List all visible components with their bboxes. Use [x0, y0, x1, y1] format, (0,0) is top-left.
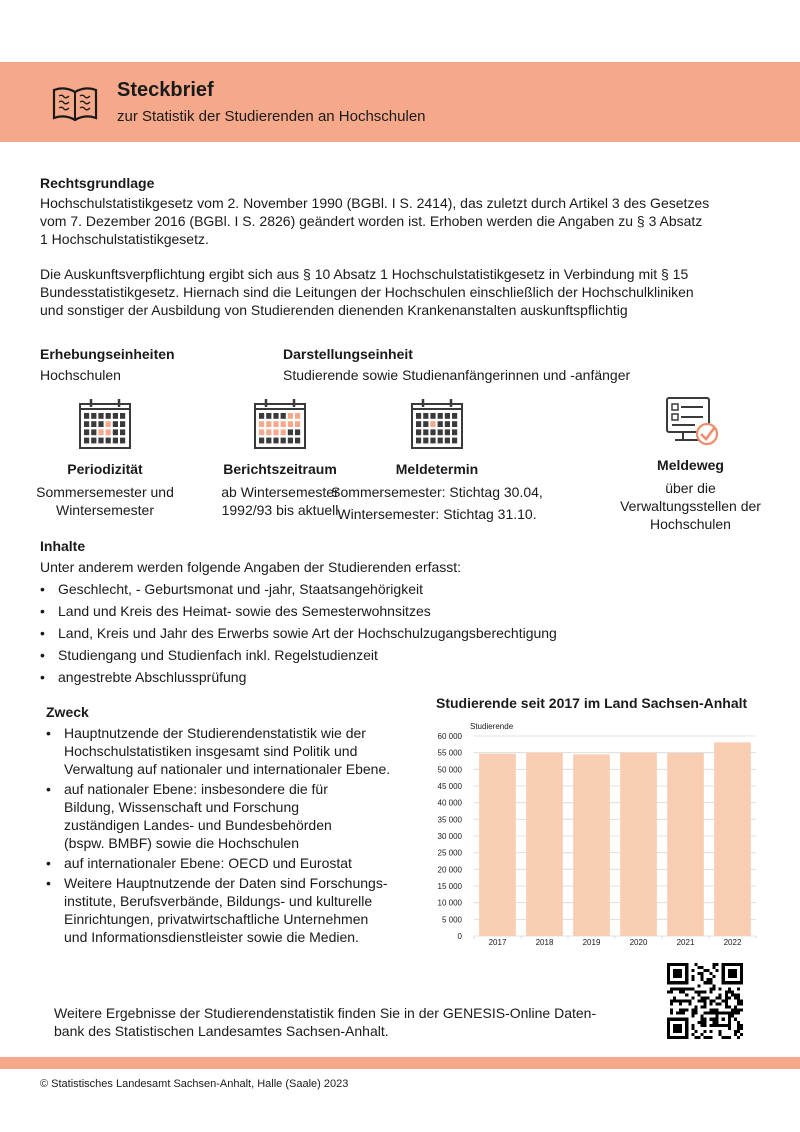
- calendar-day-cell: [452, 413, 457, 419]
- page-title: Steckbrief: [117, 79, 214, 101]
- calendar-day-cell: [295, 438, 300, 444]
- rechtsgrundlage-heading: Rechtsgrundlage: [40, 175, 155, 191]
- page-subtitle: zur Statistik der Studierenden an Hochschulen: [117, 108, 426, 125]
- text-line: Hochschulen: [650, 516, 731, 532]
- y-tick-label: 5 000: [441, 915, 462, 925]
- list-item: • Land und Kreis des Heimat- sowie des Semesterwohnsitzes: [38, 602, 758, 620]
- bar-2018: [526, 753, 563, 936]
- meldeweg-value: [608, 479, 773, 533]
- inhalte-heading: Inhalte: [40, 538, 86, 554]
- calendar-day-cell: [259, 421, 264, 427]
- bar-2022: [714, 742, 751, 936]
- calendar-day-cell: [259, 413, 264, 419]
- rechtsgrundlage-paragraph-2: [40, 265, 694, 319]
- text-line: Verwaltungsstellen der: [620, 498, 761, 514]
- calendar-day-cell: [120, 421, 125, 427]
- text-line: bank des Statistischen Landesamtes Sachsen-Anhalt.: [54, 1023, 389, 1039]
- text-line: Die Auskunftsverpflichtung ergibt sich aus § 10 Absatz 1 Hochschulstatistikgesetz in Verbindung mit § 15: [40, 266, 689, 282]
- calendar-day-cell: [84, 413, 89, 419]
- calendar-day-cell: [416, 429, 421, 435]
- calendar-day-cell: [273, 429, 278, 435]
- calendar-day-cell: [113, 438, 118, 444]
- calendar-day-cell: [430, 429, 435, 435]
- calendar-day-cell: [288, 413, 293, 419]
- calendar-day-cell: [295, 429, 300, 435]
- text-line: (bspw. BMBF) sowie die Hochschulen: [64, 835, 299, 851]
- calendar-day-cell: [438, 413, 443, 419]
- text-line: Verwaltung auf nationaler und internationaler Ebene.: [64, 761, 391, 777]
- calendar-icon: [77, 398, 133, 450]
- y-tick-label: 55 000: [437, 748, 462, 758]
- y-tick-label: 45 000: [437, 782, 462, 791]
- y-tick-label: 0: [457, 932, 462, 941]
- calendar-day-cell: [452, 429, 457, 435]
- text-line: Bildung, Wissenschaft und Forschung: [64, 799, 300, 815]
- y-tick-label: 35 000: [437, 815, 462, 825]
- text-line: Wintersemester: [55, 502, 155, 518]
- calendar-day-cell: [445, 429, 450, 435]
- list-item: [44, 780, 414, 852]
- x-tick-label: 2021: [676, 938, 695, 947]
- computer-checklist-icon: [661, 396, 721, 450]
- text-line: • Weitere Hauptnutzende der Daten sind Forschungs-: [64, 875, 388, 891]
- calendar-day-cell: [98, 413, 103, 419]
- zweck-heading: Zweck: [46, 704, 89, 720]
- meldetermin-value: [317, 483, 557, 523]
- calendar-icon: [409, 398, 465, 450]
- erhebungseinheiten-value: Hochschulen: [40, 367, 121, 383]
- calendar-day-cell: [423, 413, 428, 419]
- meldetermin-block: [331, 398, 543, 523]
- list-item: • Land, Kreis und Jahr des Erwerbs sowie Art der Hochschulzugangsberechtigung: [38, 624, 758, 642]
- erhebungseinheiten-heading: Erhebungseinheiten: [40, 346, 175, 362]
- calendar-day-cell: [416, 421, 421, 427]
- text-line: Einrichtungen, privatwirtschaftliche Unternehmen: [64, 911, 369, 927]
- text-line: und Informationsdienstleister sowie die Medien.: [64, 929, 359, 945]
- calendar-day-cell: [445, 413, 450, 419]
- text-line: Weitere Ergebnisse der Studierendenstatistik finden Sie in der GENESIS-Online Daten-: [54, 1005, 597, 1021]
- bar-2019: [573, 754, 610, 936]
- calendar-day-cell: [106, 421, 111, 427]
- calendar-day-cell: [438, 421, 443, 427]
- calendar-day-cell: [106, 429, 111, 435]
- periodizitaet-block: [30, 398, 180, 519]
- calendar-day-cell: [288, 421, 293, 427]
- calendar-day-cell: [98, 421, 103, 427]
- calendar-day-cell: [416, 438, 421, 444]
- calendar-icon: [252, 398, 308, 450]
- calendar-day-cell: [281, 413, 286, 419]
- calendar-day-cell: [423, 421, 428, 427]
- text-line: ab Wintersemester: [221, 484, 339, 500]
- list-item: • Geschlecht, - Geburtsmonat und -jahr, Staatsangehörigkeit: [38, 580, 758, 598]
- list-item: [44, 724, 414, 778]
- calendar-day-cell: [423, 438, 428, 444]
- calendar-day-cell: [120, 413, 125, 419]
- text-line: vom 7. Dezember 2016 (BGBl. I S. 2826) geändert worden ist. Erhoben werden die Angaben zu § 3 Absatz: [40, 213, 703, 229]
- text-line: Hochschulstatistikgesetz vom 2. November 1990 (BGBl. I S. 2414), das zuletzt durch Artikel 3 des Gesetzes: [40, 195, 710, 211]
- bar-2017: [479, 754, 516, 936]
- periodizitaet-label: Periodizität: [67, 461, 143, 477]
- text-line: • auf internationaler Ebene: OECD und Eurostat: [64, 855, 352, 871]
- header-banner: [0, 62, 800, 142]
- y-tick-label: 60 000: [437, 732, 462, 741]
- calendar-day-cell: [113, 413, 118, 419]
- text-line: und sonstiger der Ausbildung von Studierenden dienenden Krankenanstalten auskunftspflichtig: [40, 302, 628, 318]
- calendar-day-cell: [273, 421, 278, 427]
- calendar-day-cell: [91, 429, 96, 435]
- bar-2020: [620, 753, 657, 936]
- calendar-day-cell: [445, 438, 450, 444]
- darstellungseinheit-value: Studierende sowie Studienanfängerinnen und -anfänger: [283, 367, 631, 383]
- calendar-day-cell: [266, 438, 271, 444]
- qr-code-icon: [667, 963, 743, 1039]
- periodizitaet-value: [30, 483, 180, 519]
- calendar-day-cell: [106, 438, 111, 444]
- calendar-day-cell: [273, 438, 278, 444]
- text-line: • Hauptnutzende der Studierendenstatistik wie der: [64, 725, 366, 741]
- y-tick-label: 10 000: [437, 898, 462, 908]
- calendar-day-cell: [266, 421, 271, 427]
- x-tick-label: 2020: [629, 938, 648, 947]
- text-line: Sommersemester: Stichtag 30.04,: [331, 484, 543, 500]
- calendar-day-cell: [430, 438, 435, 444]
- text-line: über die: [665, 480, 716, 496]
- meldetermin-label: Meldetermin: [395, 461, 479, 477]
- text-line: 1 Hochschulstatistikgesetz.: [40, 231, 209, 247]
- y-tick-label: 15 000: [437, 882, 462, 891]
- calendar-day-cell: [91, 438, 96, 444]
- calendar-day-cell: [106, 413, 111, 419]
- calendar-day-cell: [259, 429, 264, 435]
- list-item: [44, 854, 414, 872]
- calendar-day-cell: [288, 438, 293, 444]
- calendar-day-cell: [452, 421, 457, 427]
- meldeweg-label: Meldeweg: [657, 457, 724, 473]
- calendar-day-cell: [438, 429, 443, 435]
- text-line: institute, Berufsverbände, Bildungs- und kulturelle: [64, 893, 373, 909]
- footer-text: [54, 1004, 596, 1040]
- calendar-day-cell: [295, 421, 300, 427]
- text-line: Hochschulstatistiken insgesamt sind Politik und: [64, 743, 358, 759]
- calendar-day-cell: [438, 438, 443, 444]
- copyright: © Statistisches Landesamt Sachsen-Anhalt, Halle (Saale) 2023: [40, 1078, 349, 1090]
- x-tick-label: 2018: [535, 938, 554, 947]
- list-item: [44, 874, 414, 946]
- calendar-day-cell: [288, 429, 293, 435]
- calendar-day-cell: [423, 429, 428, 435]
- calendar-day-cell: [84, 421, 89, 427]
- x-tick-label: 2019: [582, 938, 601, 947]
- berichtszeitraum-label: Berichtszeitraum: [223, 461, 337, 477]
- calendar-day-cell: [120, 429, 125, 435]
- calendar-day-cell: [84, 438, 89, 444]
- y-axis-label: Studierende: [470, 722, 514, 731]
- darstellungseinheit-heading: Darstellungseinheit: [283, 346, 413, 362]
- calendar-day-cell: [259, 438, 264, 444]
- calendar-day-cell: [91, 421, 96, 427]
- calendar-day-cell: [273, 413, 278, 419]
- calendar-day-cell: [430, 421, 435, 427]
- text-line: Bundesstatistikgesetz. Hiernach sind die Leitungen der Hochschulen einschließlich der Hochschulkliniken: [40, 284, 694, 300]
- text-line: Sommersemester und: [36, 484, 174, 500]
- open-book-icon: [50, 82, 100, 124]
- calendar-day-cell: [281, 438, 286, 444]
- list-item: • angestrebte Abschlussprüfung: [38, 668, 758, 686]
- bar-2021: [667, 753, 704, 936]
- rechtsgrundlage-paragraph-1: [40, 194, 709, 248]
- calendar-day-cell: [266, 413, 271, 419]
- calendar-day-cell: [281, 429, 286, 435]
- calendar-day-cell: [113, 421, 118, 427]
- calendar-day-cell: [295, 413, 300, 419]
- text-line: 1992/93 bis aktuell: [221, 502, 339, 518]
- footer-bar: [0, 1057, 800, 1069]
- calendar-day-cell: [266, 429, 271, 435]
- text-line: zuständigen Landes- und Bundesbehörden: [64, 817, 332, 833]
- calendar-day-cell: [113, 429, 118, 435]
- calendar-day-cell: [98, 429, 103, 435]
- x-tick-label: 2022: [723, 938, 742, 947]
- calendar-day-cell: [98, 438, 103, 444]
- calendar-day-cell: [430, 413, 435, 419]
- text-line: Wintersemester: Stichtag 31.10.: [337, 506, 537, 522]
- chart-title: Studierende seit 2017 im Land Sachsen-Anhalt: [436, 695, 748, 711]
- calendar-day-cell: [91, 413, 96, 419]
- y-tick-label: 20 000: [437, 865, 462, 875]
- calendar-day-cell: [416, 413, 421, 419]
- x-tick-label: 2017: [488, 938, 507, 947]
- list-item: • Studiengang und Studienfach inkl. Regelstudienzeit: [38, 646, 758, 664]
- y-tick-label: 50 000: [437, 765, 462, 775]
- inhalte-intro: Unter anderem werden folgende Angaben der Studierenden erfasst:: [40, 559, 462, 575]
- calendar-day-cell: [281, 421, 286, 427]
- y-tick-label: 40 000: [437, 798, 462, 808]
- zweck-list: [44, 724, 414, 946]
- calendar-day-cell: [452, 438, 457, 444]
- text-line: • auf nationaler Ebene: insbesondere die für: [64, 781, 328, 797]
- calendar-day-cell: [84, 429, 89, 435]
- y-tick-label: 30 000: [437, 832, 462, 841]
- meldeweg-block: [608, 396, 773, 533]
- calendar-day-cell: [120, 438, 125, 444]
- bar-chart: [430, 718, 770, 948]
- calendar-day-cell: [445, 421, 450, 427]
- y-tick-label: 25 000: [437, 848, 462, 858]
- inhalte-list: [38, 580, 758, 686]
